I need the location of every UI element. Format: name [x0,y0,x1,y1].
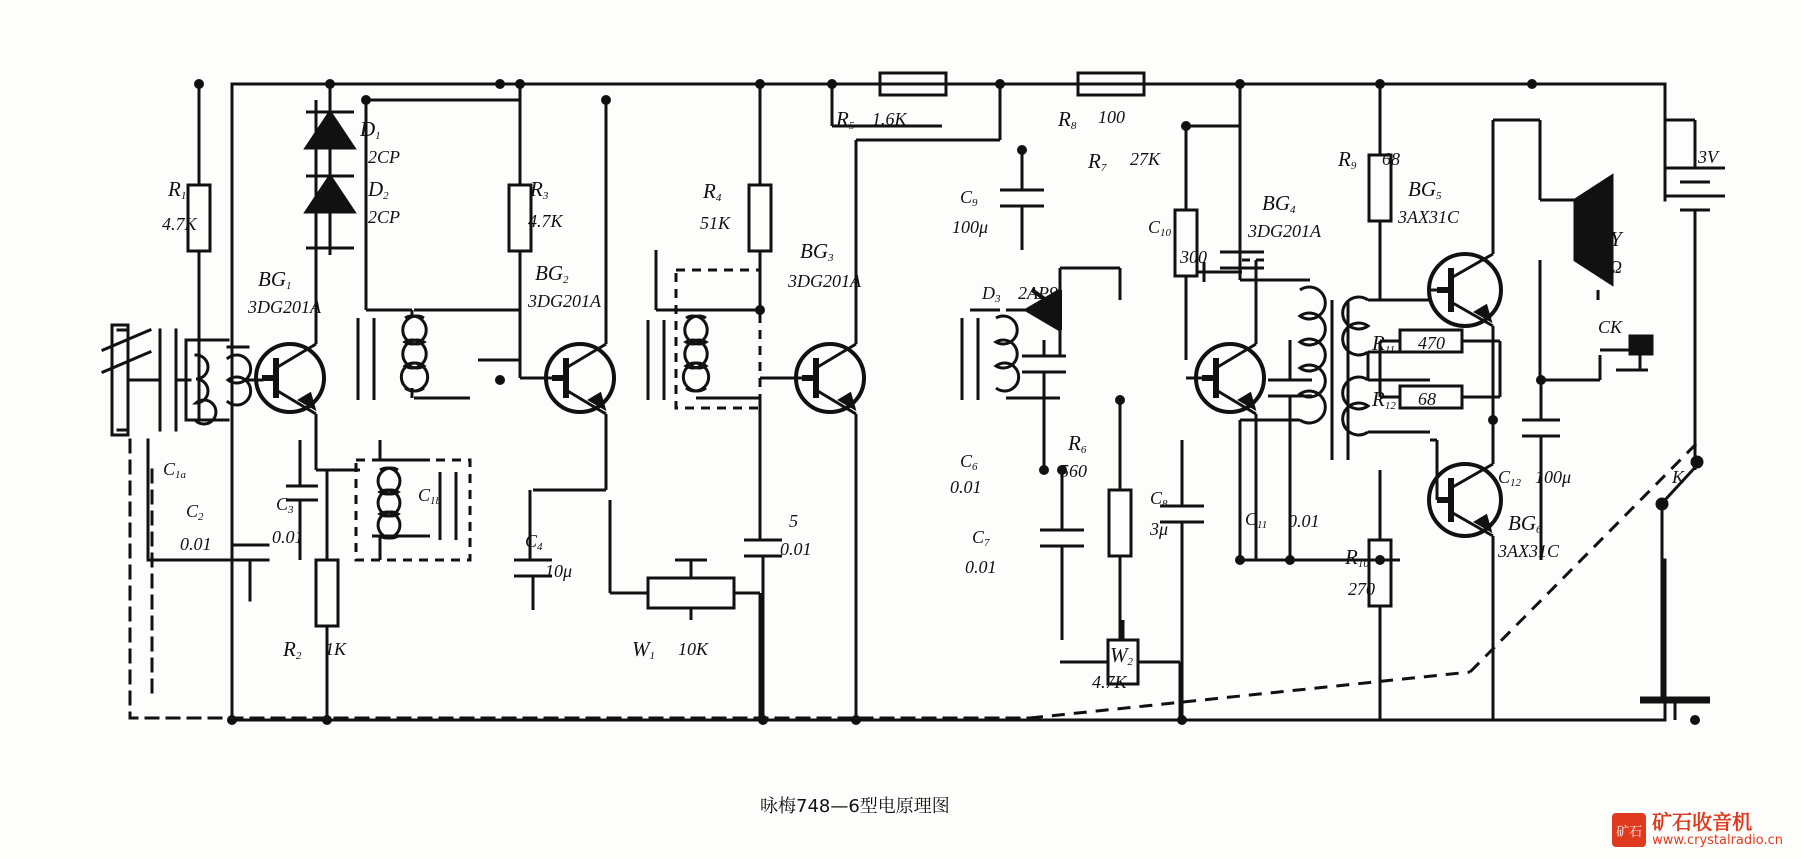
label-bg3: $BG_3$ [800,239,834,264]
label-y: Y [1610,227,1622,251]
label-c6v: 0.01 [950,477,982,497]
label-d2v: 2CP [368,207,401,227]
label-bg6v: 3AX31C [1498,541,1559,561]
label-r3: $R_3$ [530,177,549,202]
label-r2v: 1K [325,639,347,659]
watermark-badge: 矿石 [1612,813,1646,847]
label-d2: $D_2$ [368,177,389,202]
label-c5v: 0.01 [780,539,812,559]
watermark-url: www.crystalradio.cn [1652,833,1783,849]
label-c4v: 10μ [545,561,573,581]
label-w2v: 4.7K [1092,672,1127,692]
label-bg3v: 3DG201A [788,271,861,291]
label-c8: $C_8$ [1150,488,1168,510]
label-r1v: 4.7K [162,214,197,234]
label-d1v: 2CP [368,147,401,167]
label-c1b: $C_{1b}$ [418,485,442,507]
label-bg2: $BG_2$ [535,261,569,286]
label-yv: 8Ω [1600,257,1623,277]
label-r11v: 470 [1418,333,1445,353]
label-d3v: 2AP9 [1018,283,1058,303]
label-c10v: 300 [1180,247,1207,267]
label-r4v: 51K [700,213,731,233]
label-c12: $C_{12}$ [1498,467,1522,489]
label-r10v: 270 [1348,579,1375,599]
label-bg5v: 3AX31C [1398,207,1459,227]
label-c11: $C_{11}$ [1245,509,1268,531]
label-r11: $R_{11}$ [1372,331,1396,356]
label-k: K [1672,467,1685,487]
figure-caption: 咏梅748—6型电原理图 [760,796,950,817]
label-c9: $C_9$ [960,187,978,209]
label-d1: $D_1$ [360,117,381,142]
label-r6: $R_6$ [1068,431,1087,456]
label-r2: $R_2$ [283,637,302,662]
label-r8v: 100 [1098,107,1125,127]
label-c2v: 0.01 [180,534,212,554]
label-r7: $R_7$ [1088,149,1107,174]
label-c7v: 0.01 [965,557,997,577]
label-bg1: $BG_1$ [258,267,292,292]
label-c10: $C_{10}$ [1148,217,1172,239]
label-r12v: 68 [1418,389,1436,409]
label-r6v: 560 [1060,461,1087,481]
label-r3v: 4.7K [528,211,563,231]
label-bg4: $BG_4$ [1262,191,1296,216]
label-r9: $R_9$ [1338,147,1357,172]
label-c5: 5 [789,511,798,531]
label-bg5: $BG_5$ [1408,177,1442,202]
label-w2: $W_2$ [1110,643,1133,668]
label-r4: $R_4$ [703,179,722,204]
label-c2: $C_2$ [186,501,204,523]
label-c8v: 3μ [1150,519,1169,539]
label-r7v: 27K [1130,149,1161,169]
label-r1: $R_1$ [168,177,187,202]
label-r5v: 1.6K [872,109,907,129]
label-c1a: $C_{1a}$ [163,459,187,481]
label-c11v: 0.01 [1288,511,1320,531]
label-c3: $C_3$ [276,494,294,516]
label-ck: CK [1598,317,1623,337]
label-bg2v: 3DG201A [528,291,601,311]
site-watermark [1612,811,1783,849]
label-bg1v: 3DG201A [248,297,321,317]
label-c7: $C_7$ [972,527,990,549]
label-bg4v: 3DG201A [1248,221,1321,241]
label-d3: $D_3$ [982,283,1001,305]
label-r9v: 68 [1382,149,1400,169]
label-c6: $C_6$ [960,451,978,473]
label-c3v: 0.01 [272,527,304,547]
label-r5: $R_5$ [836,107,855,132]
label-r12: $R_{12}$ [1372,387,1396,412]
label-r8: $R_8$ [1058,107,1077,132]
label-c9v: 100μ [952,217,989,237]
label-c4: $C_4$ [525,531,543,553]
watermark-brand: 矿石收音机 [1652,810,1753,835]
label-w1v: 10K [678,639,709,659]
label-bg6: $BG_6$ [1508,511,1542,536]
label-c12v: 100μ [1535,467,1572,487]
label-r10: $R_{10}$ [1345,545,1369,570]
label-v3: 3V [1698,147,1718,167]
label-w1: $W_1$ [632,637,655,662]
